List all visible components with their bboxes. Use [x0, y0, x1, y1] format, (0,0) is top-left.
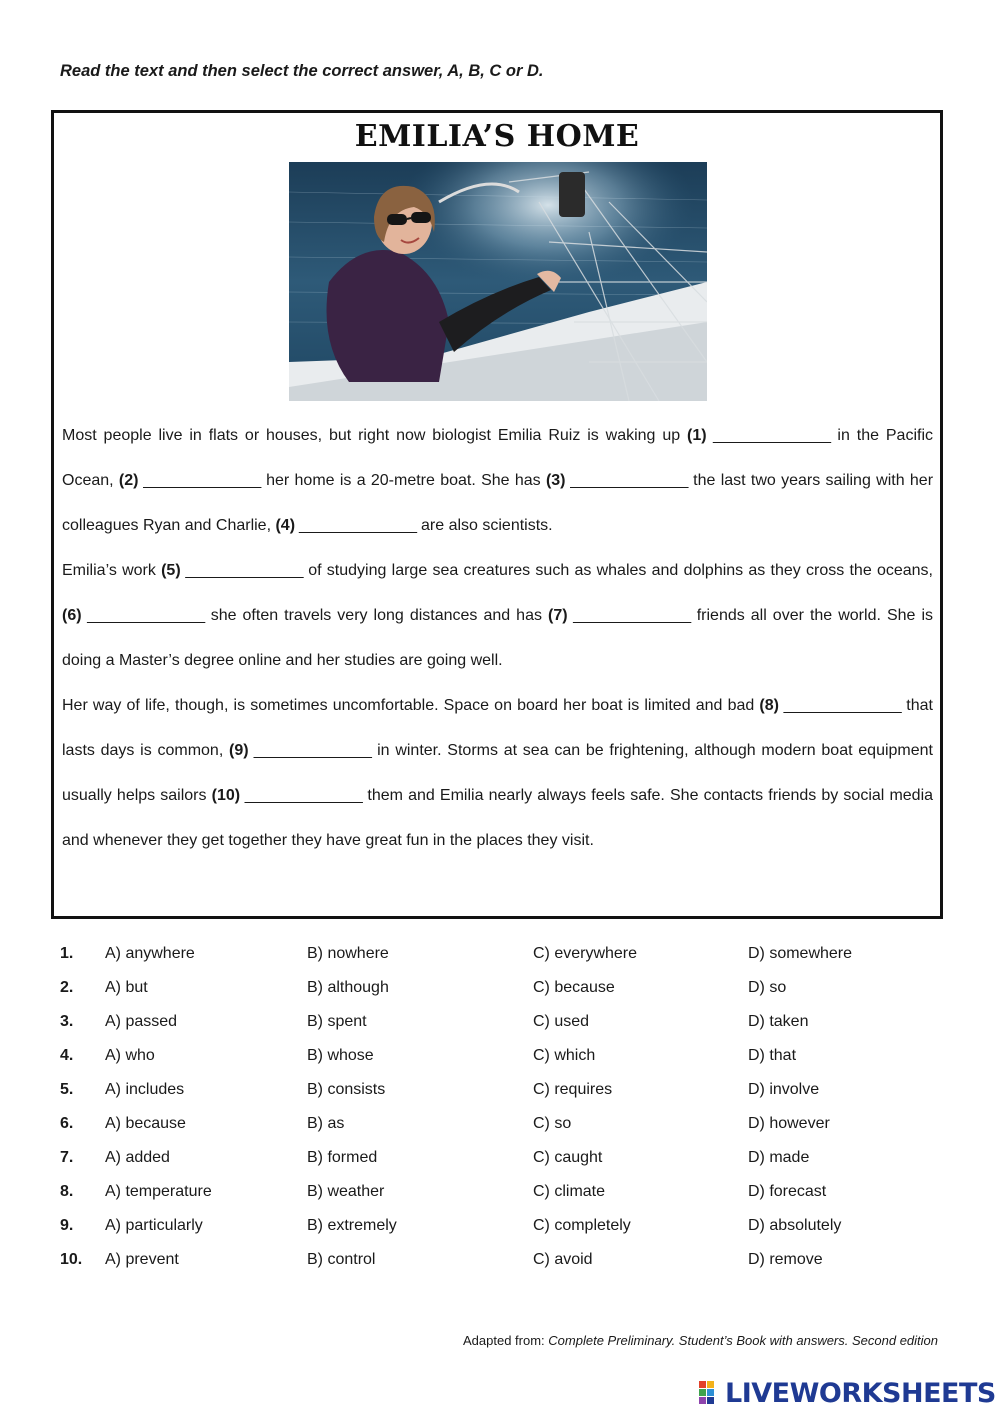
liveworksheets-logo[interactable]	[698, 1377, 996, 1409]
question-number: 2.	[60, 979, 74, 996]
option-d[interactable]: D) absolutely	[748, 1217, 842, 1234]
gap-blank[interactable]: ______________	[295, 517, 417, 534]
answer-options	[60, 941, 940, 1281]
question-number: 6.	[60, 1115, 74, 1132]
gap-number: (7)	[548, 607, 568, 624]
gap-blank[interactable]: ______________	[567, 607, 691, 624]
instruction: Read the text and then select the correct answer, A, B, C or D.	[60, 62, 544, 80]
question-row	[60, 1179, 940, 1213]
passage-text: Emilia’s work	[62, 562, 162, 579]
paragraph	[62, 683, 933, 863]
option-d[interactable]: D) involve	[748, 1081, 820, 1098]
option-a[interactable]: A) includes	[105, 1081, 185, 1098]
option-d[interactable]: D) made	[748, 1149, 810, 1166]
option-c[interactable]: C) because	[533, 979, 615, 996]
passage-text: her home is a 20-metre boat. She has	[260, 472, 546, 489]
credit-source: Complete Preliminary. Student’s Book with answers. Second edition	[548, 1333, 938, 1348]
gap-blank[interactable]: ______________	[240, 787, 363, 804]
passage-text: Most people live in flats or houses, but right now biologist Emilia Ruiz is waking up	[62, 427, 688, 444]
option-b[interactable]: B) although	[307, 979, 389, 996]
gap-blank[interactable]: ______________	[81, 607, 205, 624]
gap-blank[interactable]: ______________	[138, 472, 261, 489]
gap-number: (1)	[687, 427, 707, 444]
option-a[interactable]: A) prevent	[105, 1251, 179, 1268]
option-c[interactable]: C) used	[533, 1013, 590, 1030]
option-d[interactable]: D) forecast	[748, 1183, 827, 1200]
logo-text: LIVEWORKSHEETS	[725, 1377, 996, 1409]
question-row	[60, 975, 940, 1009]
passage-text: are also scientists.	[416, 517, 553, 534]
gap-number: (5)	[161, 562, 181, 579]
option-d[interactable]: D) somewhere	[748, 945, 853, 962]
boat-photo	[289, 162, 707, 401]
option-d[interactable]: D) that	[748, 1047, 797, 1064]
paragraph	[62, 413, 933, 548]
option-a[interactable]: A) added	[105, 1149, 170, 1166]
paragraph	[62, 548, 933, 683]
option-d[interactable]: D) however	[748, 1115, 830, 1132]
option-d[interactable]: D) taken	[748, 1013, 809, 1030]
option-a[interactable]: A) anywhere	[105, 945, 195, 962]
option-c[interactable]: C) climate	[533, 1183, 606, 1200]
option-a[interactable]: A) but	[105, 979, 148, 996]
option-b[interactable]: B) consists	[307, 1081, 386, 1098]
option-b[interactable]: B) extremely	[307, 1217, 397, 1234]
passage-text: them and Emilia nearly always feels safe. She contacts friends by social media and whenever they get together they have great fun in the places they visit.	[62, 787, 934, 849]
option-b[interactable]: B) as	[307, 1115, 345, 1132]
question-number: 3.	[60, 1013, 74, 1030]
gap-number: (6)	[62, 607, 82, 624]
option-a[interactable]: A) who	[105, 1047, 155, 1064]
option-d[interactable]: D) so	[748, 979, 787, 996]
passage-text: in the Pacific Ocean,	[62, 427, 934, 489]
question-row	[60, 1077, 940, 1111]
option-b[interactable]: B) control	[307, 1251, 376, 1268]
passage-text: that lasts days is common,	[62, 697, 933, 759]
question-row	[60, 1009, 940, 1043]
gap-number: (2)	[118, 472, 139, 489]
gap-number: (9)	[229, 742, 249, 759]
question-number: 8.	[60, 1183, 74, 1200]
option-b[interactable]: B) formed	[307, 1149, 378, 1166]
option-c[interactable]: C) requires	[533, 1081, 613, 1098]
passage-text: the last two years sailing with her colleagues Ryan and Charlie,	[62, 472, 934, 534]
passage-text: in winter. Storms at sea can be frightening, although modern boat equipment usually helps sailors	[62, 742, 934, 804]
page-title: EMILIA’S HOME	[354, 119, 640, 154]
option-a[interactable]: A) because	[105, 1115, 186, 1132]
question-number: 4.	[60, 1047, 74, 1064]
gap-number: (10)	[211, 787, 241, 804]
option-c[interactable]: C) completely	[533, 1217, 631, 1234]
gap-blank[interactable]: ______________	[180, 562, 303, 579]
option-c[interactable]: C) avoid	[533, 1251, 593, 1268]
question-row	[60, 1111, 940, 1145]
question-row	[60, 941, 940, 975]
passage-text: of studying large sea creatures such as whales and dolphins as they cross the oceans,	[302, 562, 934, 579]
option-a[interactable]: A) passed	[105, 1013, 178, 1030]
passage-text: friends all over the world. She is doing a Master’s degree online and her studies are going well.	[62, 607, 933, 669]
gap-number: (8)	[759, 697, 779, 714]
question-row	[60, 1145, 940, 1179]
option-c[interactable]: C) so	[533, 1115, 572, 1132]
question-number: 9.	[60, 1217, 74, 1234]
passage-text: Her way of life, though, is sometimes uncomfortable. Space on board her boat is limited and bad	[62, 697, 760, 714]
option-b[interactable]: B) nowhere	[307, 945, 389, 962]
question-number: 10.	[60, 1251, 83, 1268]
option-a[interactable]: A) particularly	[105, 1217, 203, 1234]
reading-text-box	[51, 110, 943, 919]
option-a[interactable]: A) temperature	[105, 1183, 212, 1200]
option-c[interactable]: C) everywhere	[533, 945, 638, 962]
question-number: 7.	[60, 1149, 74, 1166]
option-c[interactable]: C) which	[533, 1047, 596, 1064]
reading-passage	[62, 413, 933, 863]
question-row	[60, 1213, 940, 1247]
gap-blank[interactable]: ______________	[778, 697, 902, 714]
option-c[interactable]: C) caught	[533, 1149, 603, 1166]
option-b[interactable]: B) spent	[307, 1013, 367, 1030]
gap-number: (3)	[545, 472, 566, 489]
gap-blank[interactable]: ______________	[565, 472, 688, 489]
credit-prefix: Adapted from:	[463, 1333, 549, 1348]
source-credit	[463, 1333, 938, 1348]
option-b[interactable]: B) whose	[307, 1047, 374, 1064]
option-d[interactable]: D) remove	[748, 1251, 823, 1268]
gap-blank[interactable]: ______________	[248, 742, 372, 759]
question-number: 5.	[60, 1081, 74, 1098]
question-row	[60, 1247, 940, 1281]
question-number: 1.	[60, 945, 74, 962]
option-b[interactable]: B) weather	[307, 1183, 385, 1200]
passage-text: she often travels very long distances and has	[204, 607, 549, 624]
gap-number: (4)	[275, 517, 296, 534]
gap-blank[interactable]: ______________	[706, 427, 831, 444]
liveworksheets-logo-icon	[698, 1379, 722, 1407]
photo-woman-on-boat	[289, 162, 707, 401]
question-row	[60, 1043, 940, 1077]
